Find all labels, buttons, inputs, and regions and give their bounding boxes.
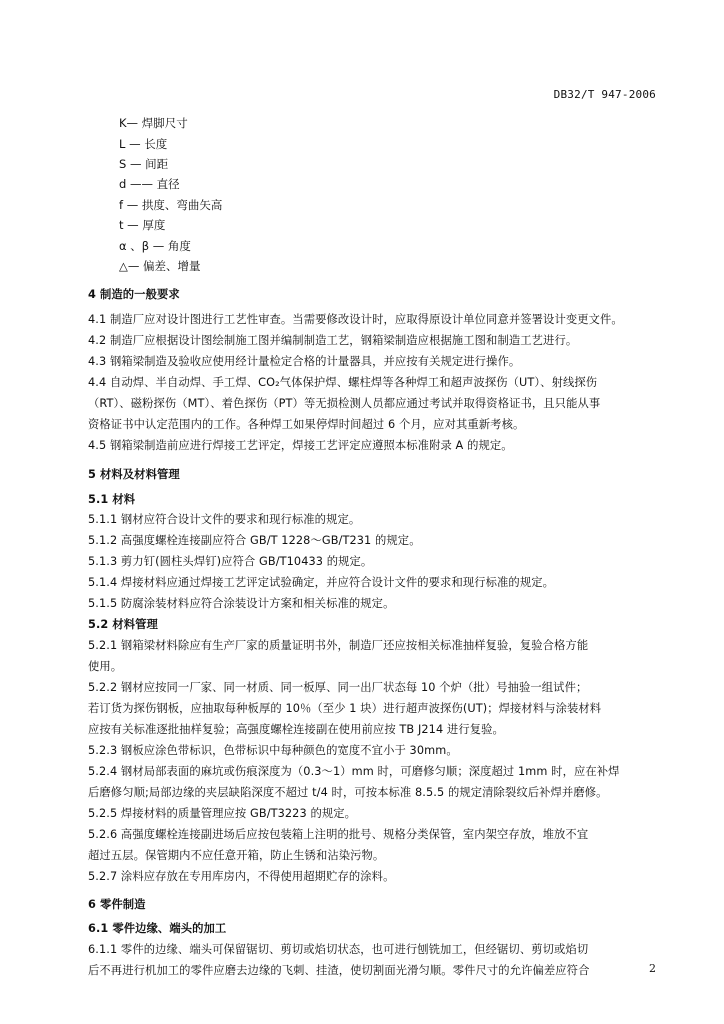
clause: 4.4 自动焊、半自动焊、手工焊、CO₂气体保护焊、螺柱焊等各种焊工和超声波探伤（UT）、射线探伤: [88, 376, 598, 389]
clause: 5.2.5 焊接材料的质量管理应按 GB/T3223 的规定。: [88, 807, 357, 820]
section-heading: 4 制造的一般要求: [88, 288, 180, 301]
clause: 4.1 制造厂应对设计图进行工艺性审查。当需要修改设计时，应取得原设计单位同意并签署设计变更文件。: [88, 313, 623, 326]
clause: 若订货为探伤钢板，应抽取每种板厚的 10％（至少 1 块）进行超声波探伤(UT)；焊接材料与涂装材料: [88, 702, 602, 715]
clause: 5.1.3 剪力钉(圆柱头焊钉)应符合 GB/T10433 的规定。: [88, 555, 373, 568]
clause: 6.1.1 零件的边缘、端头可保留锯切、剪切或焰切状态，也可进行刨铣加工，但经锯切、剪切或焰切: [88, 943, 589, 956]
clause: （RT）、磁粉探伤（MT）、着色探伤（PT）等无损检测人员都应通过考试并取得资格证书，且只能从事: [88, 397, 601, 410]
clause: 超过五层。保管期内不应任意开箱，防止生锈和沾染污物。: [88, 849, 385, 862]
clause: 5.2.1 钢箱梁材料除应有生产厂家的质量证明书外，制造厂还应按相关标准抽样复验，复验合格方能: [88, 639, 589, 652]
clause: 4.3 钢箱梁制造及验收应使用经计量检定合格的计量器具，并应按有关规定进行操作。: [88, 355, 521, 368]
clause: 5.2.6 高强度螺栓连接副进场后应按包装箱上注明的批号、规格分类保管，室内架空存放，堆放不宜: [88, 828, 589, 841]
clause: 应按有关标准逐批抽样复验；高强度螺栓连接副在使用前应按 TB J214 进行复验。: [88, 723, 504, 736]
clause: 资格证书中认定范围内的工作。各种焊工如果停焊时间超过 6 个月，应对其重新考核。: [88, 418, 525, 431]
section-heading: 5 材料及材料管理: [88, 468, 180, 481]
symbol-item: d —— 直径: [119, 177, 180, 191]
clause: 4.5 钢箱梁制造前应进行焊接工艺评定，焊接工艺评定应遵照本标准附录 A 的规定。: [88, 439, 513, 452]
clause: 5.1.5 防腐涂装材料应符合涂装设计方案和相关标准的规定。: [88, 597, 395, 610]
clause: 后不再进行机加工的零件应磨去边缘的飞刺、挂渣，使切割面光滑匀顺。零件尺寸的允许偏差应符合: [88, 964, 590, 977]
subsection-heading: 6.1 零件边缘、端头的加工: [88, 922, 227, 935]
clause: 5.1.2 高强度螺栓连接副应符合 GB/T 1228～GB/T231 的规定。: [88, 534, 421, 547]
clause: 5.2.2 钢材应按同一厂家、同一材质、同一板厚、同一出厂状态每 10 个炉（批）号抽验一组试件；: [88, 681, 588, 694]
clause: 后磨修匀顺;局部边缘的夹层缺陷深度不超过 t/4 时，可按本标准 8.5.5 的规定清除裂纹后补焊并磨修。: [88, 786, 608, 799]
symbol-item: △— 偏差、增量: [119, 259, 201, 273]
subsection-heading: 5.1 材料: [88, 493, 136, 506]
document-header-code: DB32/T 947-2006: [553, 88, 656, 101]
symbol-item: t — 厚度: [119, 218, 166, 232]
subsection-heading: 5.2 材料管理: [88, 618, 158, 631]
symbol-item: L — 长度: [119, 137, 168, 151]
clause: 使用。: [88, 660, 123, 673]
symbol-item: K— 焊脚尺寸: [119, 116, 188, 130]
clause: 5.2.7 涂料应存放在专用库房内，不得使用超期贮存的涂料。: [88, 870, 395, 883]
clause: 5.2.4 钢材局部表面的麻坑或伤痕深度为（0.3～1）mm 时，可磨修匀顺；深度超过 1mm 时，应在补焊: [88, 765, 620, 778]
symbol-item: f — 拱度、弯曲矢高: [119, 198, 223, 212]
symbol-item: S — 间距: [119, 157, 169, 171]
symbol-item: α 、β — 角度: [119, 239, 191, 253]
section-heading: 6 零件制造: [88, 898, 146, 911]
clause: 5.1.4 焊接材料应通过焊接工艺评定试验确定，并应符合设计文件的要求和现行标准的规定。: [88, 576, 555, 589]
page-number: 2: [649, 962, 656, 975]
clause: 4.2 制造厂应根据设计图绘制施工图并编制制造工艺，钢箱梁制造应根据施工图和制造工艺进行。: [88, 334, 578, 347]
clause: 5.2.3 钢板应涂色带标识，色带标识中每种颜色的宽度不宜小于 30mm。: [88, 744, 458, 757]
clause: 5.1.1 钢材应符合设计文件的要求和现行标准的规定。: [88, 513, 361, 526]
